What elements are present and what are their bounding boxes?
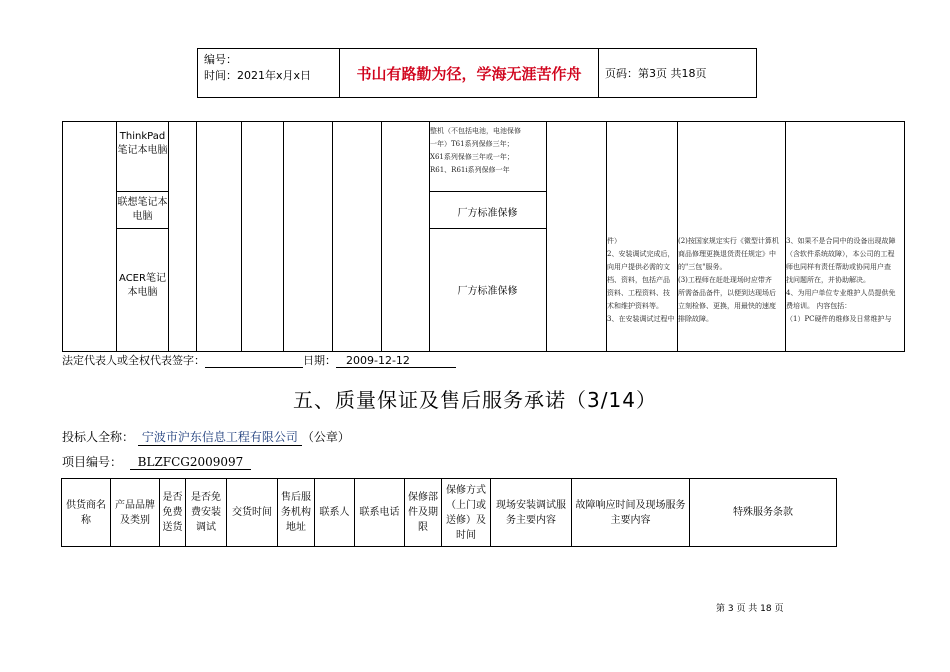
- service-line: 4、为用户单位专业维护人员提供免: [786, 289, 896, 297]
- header-install-service: 现场安装调试服务主要内容: [491, 479, 572, 547]
- service-line: 排除故障。: [678, 315, 713, 323]
- service-line: 师也同样有责任帮助或协同用户查: [786, 263, 891, 271]
- service-line: 术和维护资料等。: [607, 302, 663, 310]
- warranty-line: 一年）T61系列保修三年；: [430, 140, 514, 148]
- col-divider: [196, 122, 197, 351]
- row-divider: [429, 228, 546, 229]
- product-thinkpad: ThinkPad笔记本电脑: [117, 131, 168, 156]
- service-commitment-table: [61, 478, 837, 547]
- page-header: [197, 48, 757, 98]
- page-label: 页码：第3页 共18页: [605, 67, 707, 80]
- bidder-label: 投标人全称：: [62, 430, 135, 444]
- project-label: 项目编号：: [62, 455, 123, 469]
- project-number: BLZFCG2009097: [130, 455, 252, 470]
- header-left: [198, 49, 340, 97]
- row-divider: [116, 191, 168, 192]
- signature-line: [62, 352, 456, 368]
- service-line: 2、安装调试完成后，: [607, 250, 675, 258]
- col-divider: [332, 122, 333, 351]
- service-line: (3)工程师在赶赴现场时应带齐: [678, 276, 772, 284]
- install-service-text: [607, 235, 677, 326]
- bidder-name: 宁波市沪东信息工程有限公司: [138, 428, 302, 446]
- service-line: 费培训。 内容包括：: [786, 302, 852, 310]
- section-title: 五、质量保证及售后服务承诺（3/14）: [293, 388, 657, 412]
- header-contact: 联系人: [315, 479, 355, 547]
- header-service-address: 售后服务机构地址: [278, 479, 315, 547]
- service-line: 找问题所在，并协助解决。: [786, 276, 870, 284]
- header-supplier: 供货商名称: [62, 479, 111, 547]
- date-label: 日期：: [303, 354, 336, 367]
- row-divider: [429, 191, 546, 192]
- warranty-line: R61、R61i系列保修一年: [430, 166, 510, 174]
- response-service-text: [678, 235, 785, 326]
- service-line: 的"三包"服务。: [678, 263, 727, 271]
- product-acer: ACER笔记本电脑: [119, 273, 166, 298]
- warranty-lenovo: 厂方标准保修: [457, 208, 518, 219]
- service-line: 立刻检修、更换，用最快的速度: [678, 302, 776, 310]
- service-line: 商品修理更换退货责任规定》中: [678, 250, 776, 258]
- signature-label: 法定代表人或全权代表签字：: [62, 354, 205, 367]
- product-lenovo: 联想笔记本电脑: [117, 197, 168, 222]
- service-line: （1）PC硬件的维修及日常维护与: [786, 315, 892, 323]
- col-divider: [546, 122, 547, 351]
- header-response-service: 故障响应时间及现场服务主要内容: [572, 479, 690, 547]
- service-line: 件）: [607, 237, 621, 245]
- header-free-delivery: 是否免费送货: [160, 479, 186, 547]
- warranty-thinkpad: [430, 125, 546, 177]
- service-line: 向用户提供必需的文: [607, 263, 670, 271]
- warranty-line: X61系列保修三年或一年；: [430, 153, 514, 161]
- col-divider: [241, 122, 242, 351]
- col-divider: [381, 122, 382, 351]
- service-line: 所需备品备件，以便到达现场后: [678, 289, 776, 297]
- warranty-line: 整机（不包括电池，电池保修: [430, 127, 521, 135]
- continued-service-table: [62, 121, 905, 352]
- service-line: 档、资料，包括产品: [607, 276, 670, 284]
- bidder-seal: （公章）: [301, 430, 350, 444]
- time-label: 时间：2021年x月x日: [204, 69, 312, 82]
- bidder-line: [62, 428, 350, 446]
- header-brand: 产品品牌及类别: [111, 479, 160, 547]
- project-line: [62, 453, 251, 470]
- header-phone: 联系电话: [355, 479, 405, 547]
- service-line: （含软件系统故障），本公司的工程: [786, 250, 895, 258]
- header-warranty-method: 保修方式（上门或送修）及时间: [442, 479, 491, 547]
- motto: 书山有路勤为径，学海无涯苦作舟: [340, 49, 599, 97]
- header-delivery-time: 交货时间: [227, 479, 278, 547]
- col-divider: [283, 122, 284, 351]
- table-header-row: [62, 479, 837, 547]
- signature-date: 2009-12-12: [336, 354, 456, 368]
- code-label: 编号：: [204, 53, 237, 66]
- special-terms-text: [786, 235, 903, 326]
- header-warranty-parts: 保修部件及期限: [405, 479, 442, 547]
- warranty-acer: 厂方标准保修: [457, 286, 518, 297]
- service-line: 3、如果不是合同中的设备出现故障: [786, 237, 896, 245]
- service-line: 资料、工程资料、技: [607, 289, 670, 297]
- page-footer: 第 3 页 共 18 页: [716, 604, 784, 614]
- service-line: 3、在安装调试过程中: [607, 315, 675, 323]
- col-divider: [168, 122, 169, 351]
- service-line: (2)按国家规定实行《微型计算机: [678, 237, 779, 245]
- row-divider: [116, 228, 168, 229]
- header-free-install: 是否免费安装调试: [186, 479, 227, 547]
- header-special-terms: 特殊服务条款: [690, 479, 837, 547]
- signature-blank: [205, 354, 303, 368]
